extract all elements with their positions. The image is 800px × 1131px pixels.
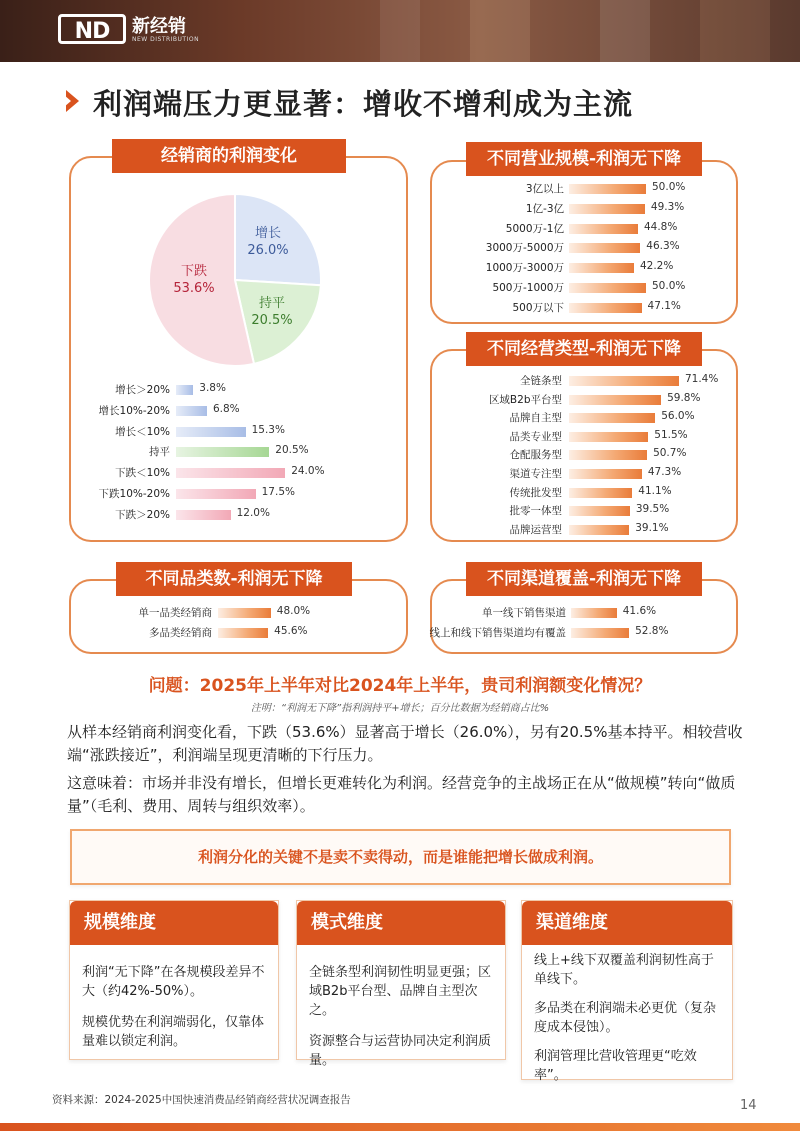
scale-title: 不同营业规模-利润无下降 bbox=[466, 142, 702, 176]
card-scale-item-1: 利润“无下降”在各规模段差异不大（约42%-50%）。 bbox=[82, 965, 265, 999]
card-model bbox=[296, 900, 506, 1068]
type-bars-label: 渠道专注型 bbox=[509, 468, 562, 480]
cat-bars-value: 45.6% bbox=[274, 625, 308, 637]
type-bars-value: 71.4% bbox=[684, 373, 719, 385]
type-bars-value: 41.1% bbox=[638, 484, 672, 497]
ch-bars-label: 单一线下销售渠道 bbox=[482, 607, 566, 619]
type-bars-bar bbox=[569, 395, 661, 405]
ch-bars-bar bbox=[571, 628, 629, 638]
type-bars-value: 47.3% bbox=[647, 466, 682, 478]
scale-bars-bar bbox=[569, 243, 640, 253]
type-bars-bar bbox=[569, 450, 647, 460]
pie-label-decrease: 下跌 bbox=[180, 264, 208, 279]
pc-bars-bar bbox=[176, 489, 256, 499]
card-scale-item-2: 规模优势在利润端弱化，仅靠体量难以锁定利润。 bbox=[82, 1015, 265, 1049]
channel-title: 不同渠道覆盖-利润无下降 bbox=[466, 562, 702, 596]
pc-bars-label: 持平 bbox=[149, 446, 170, 459]
pie-label-increase: 增长 bbox=[254, 226, 282, 241]
cat-bars-value: 48.0% bbox=[276, 605, 311, 617]
pc-bars-bar bbox=[176, 385, 193, 395]
pc-bars-value: 3.8% bbox=[199, 382, 226, 394]
card-channel-item-1: 线上+线下双覆盖利润韧性高于单线下。 bbox=[534, 953, 714, 987]
scale-bars-bar bbox=[569, 184, 646, 194]
scale-bars-bar bbox=[569, 204, 645, 214]
type-bars-label: 全链条型 bbox=[520, 375, 562, 387]
logo-mark: ND bbox=[58, 14, 126, 44]
cat-bars-label: 多品类经销商 bbox=[149, 627, 212, 639]
scale-bars-label: 500万以下 bbox=[512, 301, 564, 314]
type-bars-bar bbox=[569, 469, 642, 479]
scale-bars-bar bbox=[569, 283, 646, 293]
scale-bars-bar bbox=[569, 263, 634, 273]
type-bars-value: 50.7% bbox=[653, 447, 687, 460]
scale-bars-label: 500万-1000万 bbox=[492, 282, 564, 294]
footer-bar bbox=[0, 1123, 800, 1131]
pc-bars-label: 增长＞20% bbox=[115, 384, 170, 396]
footnote: 注明：“利润无下降”指利润持平+增长；百分比数据为经销商占比% bbox=[250, 703, 550, 714]
type-bars-value: 39.1% bbox=[635, 521, 669, 534]
scale-bars-bar bbox=[569, 224, 638, 234]
ch-bars-bar bbox=[571, 608, 617, 618]
type-bars-label: 品类专业型 bbox=[509, 430, 562, 443]
ch-bars-label: 线上和线下销售渠道均有覆盖 bbox=[429, 627, 566, 639]
type-bars-bar bbox=[569, 413, 655, 423]
type-bars-bar bbox=[569, 432, 648, 442]
scale-bars-label: 3亿以上 bbox=[525, 183, 564, 195]
title-chevron-inner bbox=[64, 95, 71, 107]
pie-value-increase: 26.0% bbox=[247, 243, 289, 258]
profit-pie-chart bbox=[140, 185, 330, 375]
survey-question: 问题：2025年上半年对比2024年上半年，贵司利润额变化情况？ bbox=[148, 676, 652, 696]
pie-value-decrease: 53.6% bbox=[173, 281, 215, 296]
card-channel-item-2: 多品类在利润端未必更优（复杂度成本侵蚀）。 bbox=[534, 1001, 717, 1035]
type-bars-label: 区域B2b平台型 bbox=[488, 393, 562, 406]
scale-bars-label: 1000万-3000万 bbox=[485, 262, 564, 275]
card-scale-title: 规模维度 bbox=[70, 901, 278, 945]
scale-bars-value: 46.3% bbox=[646, 240, 680, 253]
paragraph-2: 这意味着：市场并非没有增长，但增长更难转化为利润。经营竞争的主战场正在从“做规模”转向“做质量”（毛利、费用、周转与组织效率）。 bbox=[67, 774, 736, 815]
page-title: 利润端压力更显著：增收不增利成为主流 bbox=[93, 87, 634, 121]
type-bars-bar bbox=[569, 506, 630, 516]
profit-change-title: 经销商的利润变化 bbox=[112, 139, 346, 173]
scale-bars-label: 1亿-3亿 bbox=[525, 202, 564, 215]
scale-bars-value: 50.0% bbox=[652, 280, 686, 292]
pc-bars-label: 下跌＞20% bbox=[115, 508, 170, 521]
type-bars-label: 品牌运营型 bbox=[509, 523, 562, 536]
cat-bars-label: 单一品类经销商 bbox=[138, 607, 212, 619]
page-number: 14 bbox=[740, 1098, 757, 1113]
scale-bars-value: 44.8% bbox=[643, 220, 678, 233]
card-model-title: 模式维度 bbox=[297, 901, 505, 945]
type-bars-label: 仓配服务型 bbox=[509, 449, 562, 462]
ch-bars-value: 52.8% bbox=[635, 625, 669, 637]
scale-bars-value: 50.0% bbox=[652, 181, 686, 193]
key-insight-callout bbox=[70, 829, 731, 885]
type-bars-label: 传统批发型 bbox=[509, 486, 562, 499]
callout-text: 利润分化的关键不是卖不卖得动，而是谁能把增长做成利润。 bbox=[197, 848, 603, 866]
card-channel bbox=[521, 900, 733, 1083]
card-channel-item-3: 利润管理比营收管理更“吃效率”。 bbox=[534, 1049, 697, 1083]
type-bars-value: 39.5% bbox=[635, 503, 670, 516]
brand-name: 新经销 bbox=[132, 16, 186, 37]
pc-bars-value: 24.0% bbox=[291, 465, 325, 478]
brand-subtitle: NEW DISTRIBUTION bbox=[132, 36, 200, 43]
type-title: 不同经营类型-利润无下降 bbox=[466, 332, 702, 366]
pie-label-flat: 持平 bbox=[258, 296, 286, 311]
type-bars-bar bbox=[569, 525, 629, 535]
pc-bars-value: 15.3% bbox=[251, 423, 285, 436]
pc-bars-value: 6.8% bbox=[212, 402, 240, 415]
scale-bars-value: 42.2% bbox=[639, 260, 674, 273]
type-bars-bar bbox=[569, 376, 679, 386]
scale-bars-value: 47.1% bbox=[647, 299, 681, 312]
card-scale bbox=[69, 900, 279, 1060]
scale-bars-bar bbox=[569, 303, 642, 313]
ch-bars-value: 41.6% bbox=[622, 605, 657, 617]
pc-bars-label: 增长10%-20% bbox=[98, 404, 170, 417]
pc-bars-bar bbox=[176, 427, 246, 437]
category-title: 不同品类数-利润无下降 bbox=[116, 562, 352, 596]
cat-bars-bar bbox=[218, 628, 268, 638]
type-bars-value: 51.5% bbox=[654, 428, 688, 441]
pc-bars-label: 下跌10%-20% bbox=[98, 488, 170, 500]
pc-bars-bar bbox=[176, 447, 269, 457]
paragraph-1: 从样本经销商利润变化看，下跌（53.6%）显著高于增长（26.0%），另有20.5%基本持平。相较营收端“涨跌接近”，利润端呈现更清晰的下行压力。 bbox=[67, 723, 743, 764]
pc-bars-bar bbox=[176, 468, 285, 478]
pc-bars-value: 17.5% bbox=[261, 486, 295, 498]
pie-value-flat: 20.5% bbox=[251, 313, 293, 328]
card-channel-title: 渠道维度 bbox=[522, 901, 732, 945]
scale-bars-label: 3000万-5000万 bbox=[485, 242, 564, 255]
scale-bars-value: 49.3% bbox=[650, 200, 685, 213]
type-bars-value: 56.0% bbox=[661, 410, 695, 423]
type-bars-label: 批零一体型 bbox=[509, 505, 562, 518]
pc-bars-bar bbox=[176, 406, 207, 416]
type-bars-value: 59.8% bbox=[667, 391, 701, 404]
pc-bars-label: 下跌＜10% bbox=[115, 467, 170, 480]
scale-bars-label: 5000万-1亿 bbox=[505, 222, 564, 235]
pc-bars-value: 12.0% bbox=[236, 506, 270, 519]
pc-bars-bar bbox=[176, 510, 231, 520]
pc-bars-value: 20.5% bbox=[275, 444, 309, 457]
type-bars-bar bbox=[569, 488, 632, 498]
data-source: 资料来源：2024-2025中国快速消费品经销商经营状况调查报告 bbox=[52, 1094, 351, 1106]
cat-bars-bar bbox=[218, 608, 271, 618]
card-model-item-2: 资源整合与运营协同决定利润质量。 bbox=[309, 1034, 492, 1068]
card-model-item-1: 全链条型利润韧性明显更强；区域B2b平台型、品牌自主型次之。 bbox=[309, 965, 492, 1018]
type-bars-label: 品牌自主型 bbox=[509, 412, 562, 425]
pc-bars-label: 增长＜10% bbox=[115, 425, 170, 438]
